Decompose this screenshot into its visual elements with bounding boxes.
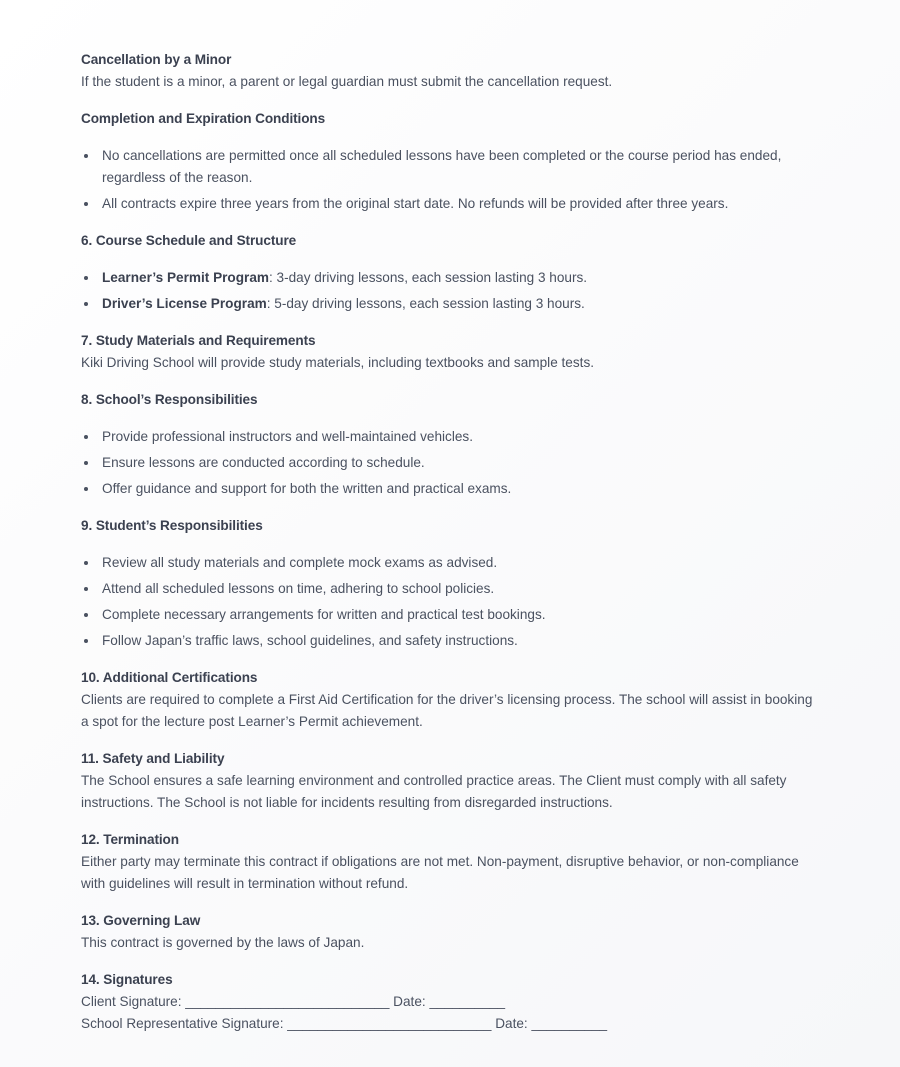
- list-item: [81, 552, 821, 574]
- bullet-icon: [84, 302, 88, 306]
- section-heading: 8. School’s Responsibilities: [81, 392, 258, 407]
- section-text: The School ensures a safe learning environment and controlled practice areas. The Client must comply with all safety instructions. The School is not liable for incidents resulting from disregarded instructions.: [81, 773, 787, 810]
- section-heading: 10. Additional Certifications: [81, 670, 258, 685]
- section-heading: 11. Safety and Liability: [81, 751, 225, 766]
- bullet-icon: [84, 154, 88, 158]
- list-item: [81, 478, 821, 500]
- section-governing-law: [81, 910, 821, 954]
- section-heading: 7. Study Materials and Requirements: [81, 333, 316, 348]
- list-item-text: No cancellations are permitted once all scheduled lessons have been completed or the course period has ended, regardless of the reason.: [102, 148, 782, 185]
- section-heading: Cancellation by a Minor: [81, 52, 232, 67]
- bullet-list: [81, 145, 821, 215]
- list-item: [81, 145, 821, 189]
- program-description: : 3-day driving lessons, each session lasting 3 hours.: [268, 270, 588, 285]
- bullet-icon: [84, 487, 88, 491]
- section-study-materials: [81, 330, 821, 374]
- client-signature-line: Client Signature: ___________________________ Date: __________: [81, 994, 506, 1009]
- document-content: [81, 49, 821, 1050]
- bullet-icon: [84, 276, 88, 280]
- list-item: [81, 630, 821, 652]
- list-item: [81, 293, 821, 315]
- section-safety-liability: [81, 748, 821, 814]
- section-additional-certifications: [81, 667, 821, 733]
- section-cancellation-minor: [81, 49, 821, 93]
- section-completion-expiration: [81, 108, 821, 215]
- section-termination: [81, 829, 821, 895]
- bullet-list: [81, 552, 821, 652]
- section-course-schedule: [81, 230, 821, 315]
- bullet-list: [81, 267, 821, 315]
- program-description: : 5-day driving lessons, each session lasting 3 hours.: [266, 296, 585, 311]
- bullet-icon: [84, 613, 88, 617]
- section-heading: 9. Student’s Responsibilities: [81, 518, 263, 533]
- list-item-text: Ensure lessons are conducted according to schedule.: [102, 455, 425, 470]
- list-item: [81, 452, 821, 474]
- section-text: Clients are required to complete a First Aid Certification for the driver’s licensing process. The school will assist in booking a spot for the lecture post Learner’s Permit achievement.: [81, 692, 813, 729]
- list-item-text: Complete necessary arrangements for written and practical test bookings.: [102, 607, 546, 622]
- section-heading: 13. Governing Law: [81, 913, 201, 928]
- list-item: [81, 426, 821, 448]
- section-text: This contract is governed by the laws of Japan.: [81, 935, 365, 950]
- list-item-text: Attend all scheduled lessons on time, adhering to school policies.: [102, 581, 495, 596]
- section-heading: 14. Signatures: [81, 972, 173, 987]
- list-item-text: Offer guidance and support for both the written and practical exams.: [102, 481, 512, 496]
- section-text: If the student is a minor, a parent or legal guardian must submit the cancellation request.: [81, 74, 613, 89]
- section-heading: 12. Termination: [81, 832, 179, 847]
- list-item: [81, 604, 821, 626]
- bullet-icon: [84, 461, 88, 465]
- section-text: Kiki Driving School will provide study materials, including textbooks and sample tests.: [81, 355, 595, 370]
- school-signature-line: School Representative Signature: ___________________________ Date: __________: [81, 1016, 608, 1031]
- list-item-text: Review all study materials and complete mock exams as advised.: [102, 555, 498, 570]
- section-text: Either party may terminate this contract if obligations are not met. Non-payment, disruptive behavior, or non-compliance with guidelines will result in termination without refund.: [81, 854, 799, 891]
- list-item-text: Provide professional instructors and well-maintained vehicles.: [102, 429, 473, 444]
- section-heading: 6. Course Schedule and Structure: [81, 233, 297, 248]
- section-student-responsibilities: [81, 515, 821, 652]
- bullet-icon: [84, 587, 88, 591]
- list-item-text: Follow Japan’s traffic laws, school guidelines, and safety instructions.: [102, 633, 518, 648]
- bullet-icon: [84, 561, 88, 565]
- bullet-icon: [84, 435, 88, 439]
- bullet-icon: [84, 639, 88, 643]
- list-item: [81, 578, 821, 600]
- bullet-icon: [84, 202, 88, 206]
- list-item: [81, 267, 821, 289]
- bullet-list: [81, 426, 821, 500]
- program-name: Learner’s Permit Program: [102, 270, 269, 285]
- list-item-text: All contracts expire three years from the original start date. No refunds will be provided after three years.: [102, 196, 729, 211]
- section-heading: Completion and Expiration Conditions: [81, 111, 326, 126]
- list-item: [81, 193, 821, 215]
- section-school-responsibilities: [81, 389, 821, 500]
- section-signatures: [81, 969, 821, 1035]
- program-name: Driver’s License Program: [102, 296, 267, 311]
